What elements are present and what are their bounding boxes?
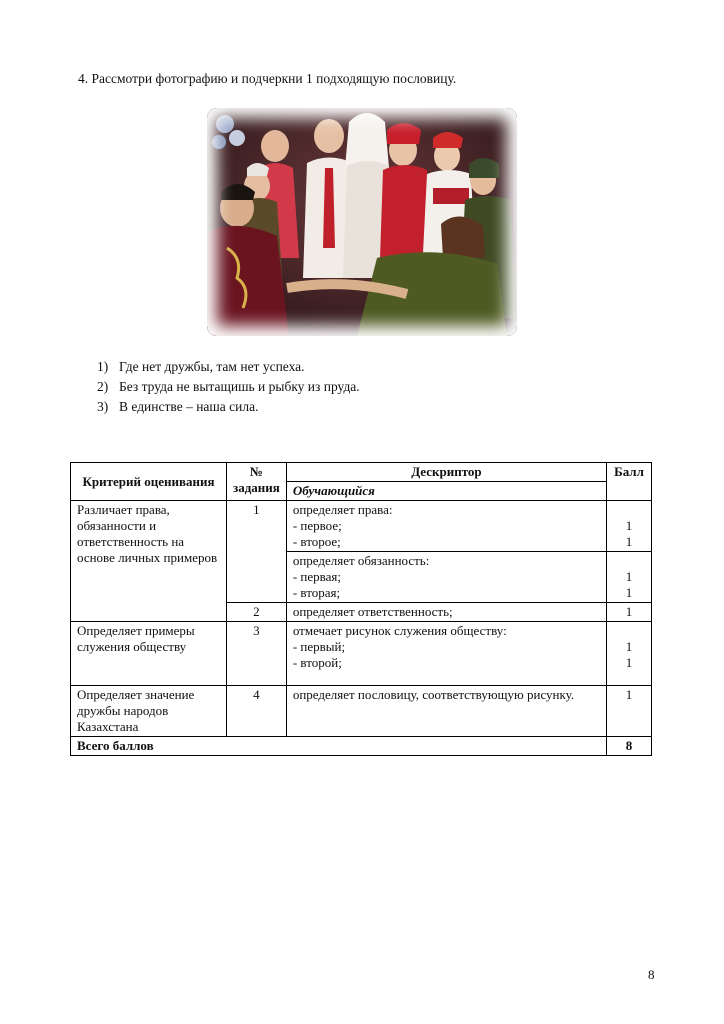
option-text: Без труда не вытащишь и рыбку из пруда.: [119, 379, 360, 394]
criterion-rights: Различает права, обязанности и ответственность на основе личных примеров: [71, 501, 227, 622]
task-number: 2: [227, 603, 287, 622]
criterion-friendship: Определяет значение дружбы народов Казахстана: [71, 686, 227, 737]
total-label: Всего баллов: [71, 737, 607, 756]
option-item[interactable]: 2) Без труда не вытащишь и рыбку из пруда.: [97, 379, 360, 394]
header-learner: Обучающийся: [286, 482, 606, 501]
descriptor-duty: определяет обязанность: - первая; - вторая;: [286, 552, 606, 603]
header-task-number: № задания: [227, 463, 287, 501]
task-title: 4. Рассмотри фотографию и подчеркни 1 подходящую пословицу.: [78, 71, 457, 86]
header-descriptor: Дескриптор: [286, 463, 606, 482]
score-cell: 1: [607, 686, 652, 737]
descriptor-rights: определяет права: - первое; - второе;: [286, 501, 606, 552]
option-text: Где нет дружбы, там нет успеха.: [119, 359, 305, 374]
task-number: 1: [227, 501, 287, 603]
option-item[interactable]: 1) Где нет дружбы, там нет успеха.: [97, 359, 305, 374]
descriptor-responsibility: определяет ответственность;: [286, 603, 606, 622]
photo-people-national-costumes: [207, 108, 517, 336]
descriptor-service: отмечает рисунок служения обществу: - первый; - второй;: [286, 622, 606, 686]
criterion-service: Определяет примеры служения обществу: [71, 622, 227, 686]
proverb-options: [97, 357, 360, 417]
score-cell: 1 1: [607, 552, 652, 603]
option-item[interactable]: 3) В единстве – наша сила.: [97, 399, 259, 414]
task-number: 4: [227, 686, 287, 737]
task-number: 3: [227, 622, 287, 686]
photo-illustration: [207, 108, 517, 336]
assessment-criteria-table: [70, 462, 652, 756]
option-text: В единстве – наша сила.: [119, 399, 259, 414]
score-cell: 1: [607, 603, 652, 622]
descriptor-proverb: определяет пословицу, соответствующую рисунку.: [286, 686, 606, 737]
score-cell: 1 1: [607, 622, 652, 686]
page-number: 8: [648, 967, 655, 982]
total-score: 8: [607, 737, 652, 756]
score-cell: 1 1: [607, 501, 652, 552]
header-criterion: Критерий оценивания: [71, 463, 227, 501]
header-score: Балл: [607, 463, 652, 501]
